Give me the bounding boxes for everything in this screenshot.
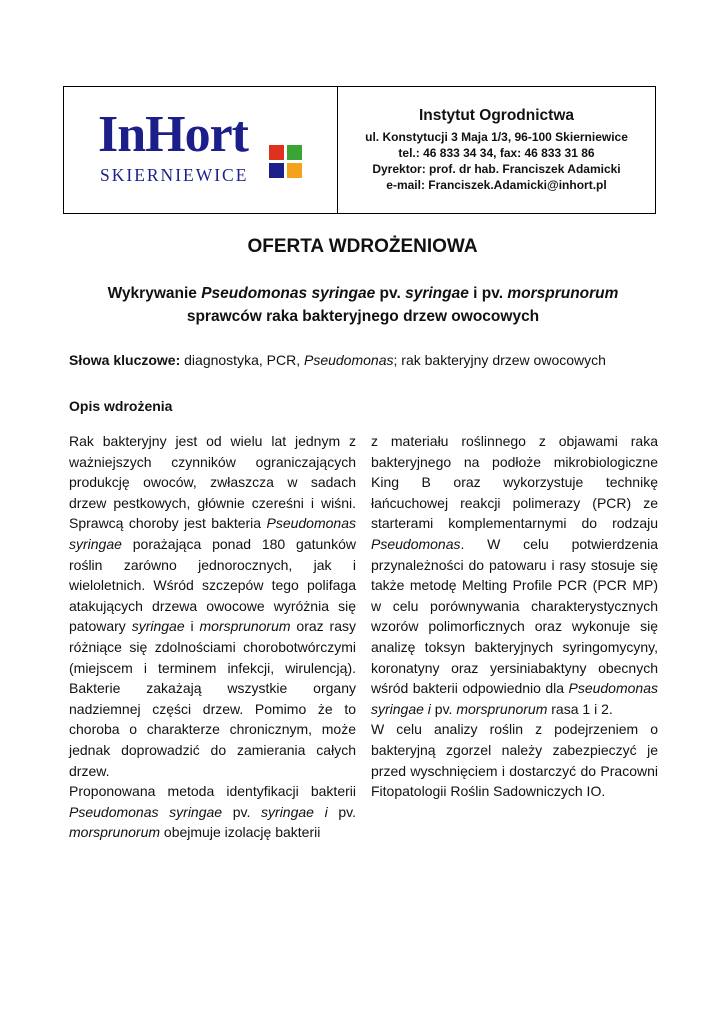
logo-subtitle: SKIERNIEWICE xyxy=(100,165,249,185)
text: rasa 1 i 2. xyxy=(547,700,613,717)
italic-text: Pseudomonas syringae i xyxy=(371,680,658,717)
institute-director: Dyrektor: prof. dr hab. Franciszek Adamicki xyxy=(372,162,621,176)
subtitle-pathovar: morsprunorum xyxy=(507,285,619,302)
italic-text: Pseudomonas syringae xyxy=(69,803,223,820)
subtitle-text: i pv. xyxy=(468,285,508,302)
text: Rak bakteryjny jest od wielu lat jednym z ważniejszych czynników ograniczających produkcję owoców, zwłaszcza w sadach drzew pestkowych, głównie czereśni i wiśni. Sprawcą choroby jest bakteria xyxy=(69,433,356,532)
text: pv. xyxy=(222,803,262,820)
document-title: OFERTA WDROŻENIOWA xyxy=(247,236,478,257)
subtitle-species: Pseudomonas syringae xyxy=(201,285,376,302)
logo-square-blue xyxy=(269,163,284,178)
text: pv. xyxy=(327,803,357,820)
left-paragraph-1 xyxy=(69,431,356,781)
italic-text: morsprunorum xyxy=(69,824,161,841)
italic-text: syringae i xyxy=(261,803,328,820)
document-subtitle xyxy=(63,282,663,328)
logo-square-green xyxy=(287,145,302,160)
logo-squares-icon xyxy=(269,145,303,179)
left-paragraph-2 xyxy=(69,781,356,843)
italic-text: syringae xyxy=(131,618,185,635)
text: z materiału roślinnego z objawami raka bakteryjnego na podłoże mikrobiologiczne King B oraz wykorzystuje technikę łańcuchowej reakcji polimerazy (PCR) ze starterami komplementarnymi do rodzaju xyxy=(371,433,658,532)
left-column xyxy=(69,431,356,843)
keywords-text: ; rak bakteryjny drzew owocowych xyxy=(393,352,606,368)
subtitle-line-1 xyxy=(63,282,663,305)
keywords xyxy=(69,352,669,368)
italic-text: Pseudomonas xyxy=(371,535,461,552)
subtitle-pathovar: syringae xyxy=(405,285,469,302)
institute-address: ul. Konstytucji 3 Maja 1/3, 96-100 Skierniewice xyxy=(365,130,628,144)
header-box xyxy=(63,86,656,214)
text: porażająca ponad 180 gatunków roślin zarówno jednorocznych, jak i wieloletnich. Wśród szczepów tego polifaga atakujących drzewa owocowe wyróżnia się patowary xyxy=(69,535,356,635)
text: Proponowana metoda identyfikacji bakterii xyxy=(69,783,356,800)
logo-square-orange xyxy=(287,163,302,178)
right-paragraph-1 xyxy=(371,431,658,719)
institute-name: Instytut Ogrodnictwa xyxy=(419,107,574,124)
italic-text: morsprunorum xyxy=(199,618,291,635)
italic-text: Pseudomonas syringae xyxy=(69,515,356,552)
logo-wordmark: InHort xyxy=(98,106,248,163)
subtitle-text: pv. xyxy=(375,285,406,302)
keywords-text: diagnostyka, PCR, xyxy=(180,352,304,368)
logo xyxy=(64,87,338,213)
keywords-label: Słowa kluczowe: xyxy=(69,352,181,368)
italic-text: morsprunorum xyxy=(456,700,548,717)
keywords-italic: Pseudomonas xyxy=(303,352,394,368)
institute-phones: tel.: 46 833 34 34, fax: 46 833 31 86 xyxy=(398,146,595,160)
text: i xyxy=(184,618,200,635)
right-column xyxy=(371,431,658,802)
logo-square-red xyxy=(269,145,284,160)
text: obejmuje izolację bakterii xyxy=(160,824,321,841)
text: oraz rasy różniące się zdolnościami chorobotwórczymi (miejscem i terminem infekcji, wirulencją). Bakterie zakażają wszystkie organy nadziemnej części drzew. Pomimo że to choroba o charakterze chronicznym, może jednak doprowadzić do zamierania całych drzew. xyxy=(69,618,357,779)
section-heading: Opis wdrożenia xyxy=(69,398,173,414)
institute-info xyxy=(338,87,655,213)
text: . W celu potwierdzenia przynależności do patowaru i rasy stosuje się także metodę Melting Profile PCR (PCR MP) w celu porównywania charakterystycznych wzorów polimorficznych oraz wykonuje się analizę toksyn bakteryjnych syringomycyny, koronatyny oraz yersiniabaktyny obecnych wśród bakterii odpowiednio dla xyxy=(371,535,658,697)
subtitle-text: Wykrywanie xyxy=(107,285,202,302)
institute-email: e-mail: Franciszek.Adamicki@inhort.pl xyxy=(386,178,607,192)
text: pv. xyxy=(430,700,457,717)
right-paragraph-2: W celu analizy roślin z podejrzeniem o bakteryjną zgorzel należy zabezpieczyć je przed wyschnięciem i dostarczyć do Pracowni Fitopatologii Roślin Sadowniczych IO. xyxy=(371,721,658,800)
subtitle-line-2: sprawców raka bakteryjnego drzew owocowych xyxy=(186,308,540,325)
